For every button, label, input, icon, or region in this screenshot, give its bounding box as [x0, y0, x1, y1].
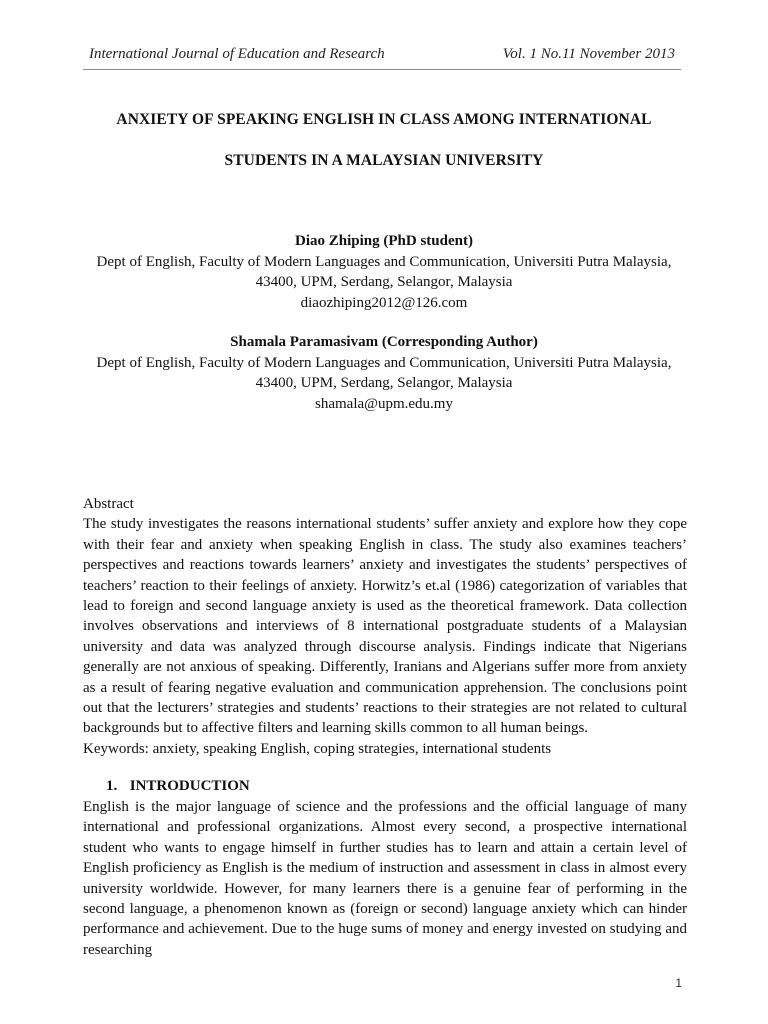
- section-number: 1.: [106, 778, 118, 794]
- introduction-section: [83, 797, 687, 960]
- author-block-1: [40, 231, 728, 313]
- abstract-section: [83, 494, 687, 759]
- abstract-text: The study investigates the reasons international students’ suffer anxiety and explore how they cope with their fear and anxiety when speaking English in class. The study also examines teachers’ perspectives and reactions towards learners’ anxiety and investigates the students’ perspectives of teachers’ reaction to their feelings of anxiety. Horwitz’s et.al (1986) categorization of variables that lead to foreign and second language anxiety is used as the theoretical framework. Data collection involves observations and interviews of 8 international postgraduate students of a Malaysian university and data was analyzed through discourse analysis. Findings indicate that Nigerians generally are not anxious of speaking. Differently, Iranians and Algerians suffer more from anxiety as a result of fearing negative evaluation and communication apprehension. The conclusions point out that the lecturers’ strategies and students’ reactions to their strategies are not related to cultural backgrounds but to affective filters and learning skills common to all human beings.: [83, 516, 687, 737]
- author-block-2: [40, 332, 728, 414]
- title-line-1: ANXIETY OF SPEAKING ENGLISH IN CLASS AMONG INTERNATIONAL: [116, 111, 652, 128]
- author-address: 43400, UPM, Serdang, Selangor, Malaysia: [255, 375, 513, 391]
- author-address: 43400, UPM, Serdang, Selangor, Malaysia: [255, 274, 513, 290]
- author-affiliation: Dept of English, Faculty of Modern Languages and Communication, Universiti Putra Malaysia,: [96, 253, 672, 270]
- header-divider: [83, 69, 681, 70]
- title-line-2: STUDENTS IN A MALAYSIAN UNIVERSITY: [224, 152, 544, 169]
- author-affiliation: Dept of English, Faculty of Modern Languages and Communication, Universiti Putra Malaysia,: [96, 354, 672, 371]
- section-heading-introduction: [106, 776, 250, 796]
- author-email: shamala@upm.edu.my: [315, 395, 453, 412]
- journal-name: International Journal of Education and Research: [89, 46, 385, 62]
- journal-volume: Vol. 1 No.11 November 2013: [502, 46, 675, 62]
- author-name: Shamala Paramasivam (Corresponding Author): [230, 334, 538, 350]
- keywords: Keywords: anxiety, speaking English, coping strategies, international students: [83, 740, 552, 757]
- introduction-text: English is the major language of science and the professions and the official language of many international and professional organizations. Almost every second, a prospective international student who wants to engage himself in further studies has to learn and attain a certain level of English proficiency as English is the medium of instruction and assessment in class in almost every university worldwide. However, for many learners there is a genuine fear of performing in the second language, a phenomenon known as (foreign or second) language anxiety which can hinder performance and achievement. Due to the huge sums of money and energy invested on studying and researching: [83, 799, 687, 958]
- running-header: [83, 45, 681, 67]
- paper-title: [60, 99, 708, 181]
- author-email: diaozhiping2012@126.com: [300, 294, 468, 311]
- abstract-heading: Abstract: [83, 496, 134, 512]
- page-number: 1: [675, 976, 682, 990]
- section-title: INTRODUCTION: [129, 778, 250, 794]
- author-name: Diao Zhiping (PhD student): [295, 233, 473, 249]
